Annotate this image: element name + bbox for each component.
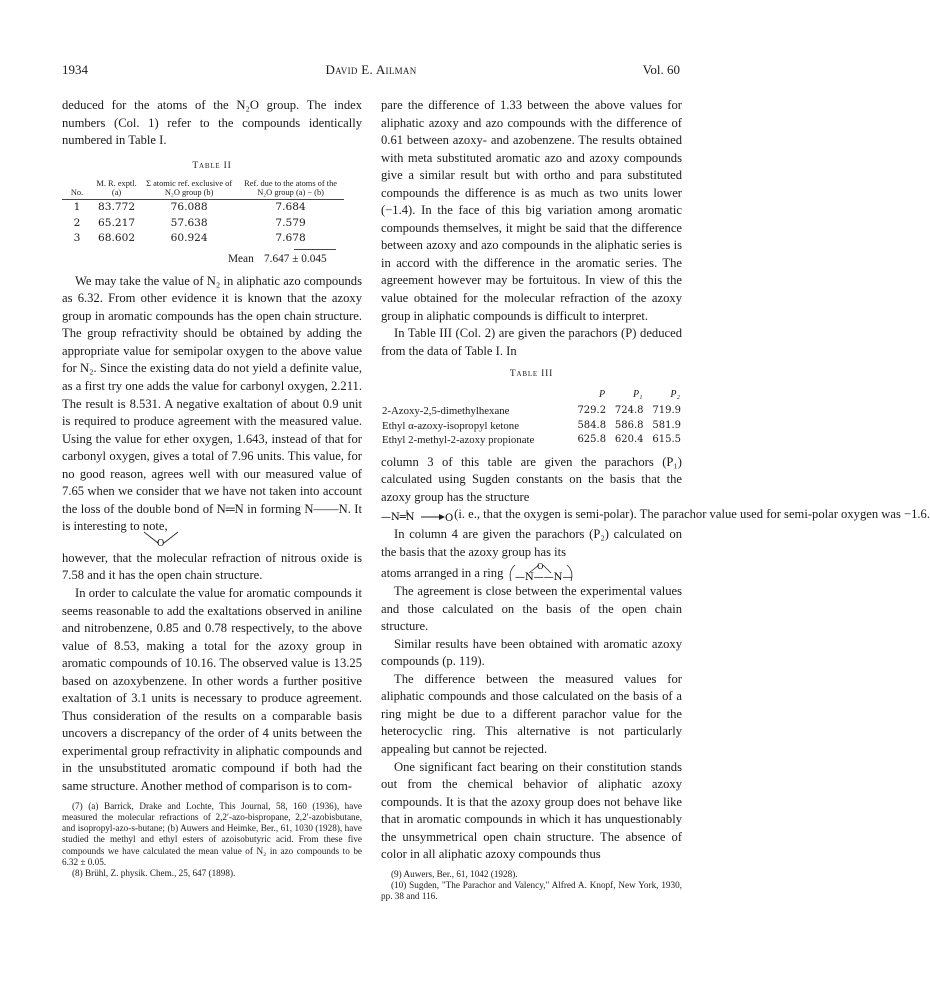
table-2-mean [62, 249, 362, 267]
table-2 [62, 179, 344, 247]
footnote-9: (9) Auwers, Ber., 61, 1042 (1928). [391, 868, 518, 879]
left-column [62, 97, 362, 880]
table-cell: 1 [73, 201, 81, 214]
table-3-header: P₁ [632, 388, 643, 400]
table-2-header-row [62, 179, 344, 200]
table-row [62, 216, 344, 232]
table-cell: Ethyl α-azoxy-isopropyl ketone [382, 419, 519, 432]
table-row [381, 404, 682, 419]
right-footnotes [381, 869, 682, 903]
table-row [381, 419, 682, 434]
right-paragraph-8: One significant fact bearing on their constitution stands out from the chemical behavior of aliphatic azoxy compounds. It is that the azoxy group does not behave like that in aromatic compounds in which it has unquestionably the unsymmetrical open chain structure. The absence of color in all aliphatic azoxy compounds thus [381, 759, 682, 862]
table-cell: 586.8 [614, 419, 644, 431]
svg-text:O: O [445, 512, 454, 524]
table-cell: 60.924 [170, 232, 208, 245]
right-paragraph-1: pare the difference of 1.33 between the above values for aliphatic azoxy and azo compounds with the difference of 0.61 between azoxy- and azobenzene. The results obtained with meta substituted aromatic azo and azoxy compounds give a similar result but with ortho and para substituted compounds the difference is as much as two units lower (−1.4). In the face of this big variation among aromatic compounds themselves, it might be said that the difference between azoxy and azo compounds in the aliphatic series is in accord with the difference in the aromatic series. The agreement however may be fortuitous. In view of this the value obtained for the molecular refraction of the azoxy group in aliphatic compounds is difficult to interpret. [381, 98, 682, 323]
table-row [62, 231, 344, 247]
left-paragraph-1: deduced for the atoms of the N₂O group. The index numbers (Col. 1) refer to the compounds identically numbered in Table I. [62, 98, 362, 148]
table-3-caption: Table III [509, 369, 554, 380]
table-cell: 7.678 [275, 232, 306, 245]
right-paragraph-4: In column 4 are given the parachors (P₂) calculated on the basis that the azoxy group has its [381, 526, 682, 559]
table-3 [381, 386, 682, 448]
table-cell: 7.579 [275, 216, 306, 229]
table-2-header: Ref. due to the atoms of the N₂O group (a) − (b) [237, 179, 344, 200]
table-cell: 83.772 [98, 201, 136, 214]
table-row [62, 200, 344, 216]
left-footnotes [62, 801, 362, 880]
right-paragraph-3: column 3 of this table are given the parachors (P₁) calculated using Sugden constants on the basis that the azoxy group has the structure [381, 454, 682, 504]
running-author: David E. Ailman [325, 62, 417, 77]
table-2-caption: Table II [192, 160, 232, 171]
footnote-8: (8) Brühl, Z. physik. Chem., 25, 647 (1898). [72, 868, 236, 879]
right-paragraph-3b: (i. e., that the oxygen is semi-polar). The parachor value used for semi-polar oxygen was −1.6. [454, 507, 930, 522]
n2o-oxygen-bridge-icon [140, 532, 200, 549]
table-3-header [381, 386, 570, 405]
right-paragraph-7: The difference between the measured values for aliphatic compounds and those calculated on the basis of a ring might be due to a different parachor value for the heterocyclic ring. This alternative is not particularly appealing but cannot be rejected. [381, 671, 682, 756]
table-3-header: P [598, 388, 606, 400]
svg-text:—N——N—: —N——N— [514, 572, 573, 584]
table-row [381, 433, 682, 448]
table-2-header: Σ atomic ref. exclusive of N₂O group (b) [141, 179, 237, 200]
table-cell: 7.684 [275, 201, 306, 214]
right-paragraph-6: Similar results have been obtained with aromatic azoxy compounds (p. 119). [381, 636, 682, 669]
volume-label: Vol. 60 [642, 62, 680, 77]
table-cell: 2-Azoxy-2,5-dimethylhexane [382, 405, 510, 418]
svg-text:—N═N: —N═N [381, 511, 415, 523]
table-3-header-row [381, 386, 682, 405]
running-header [62, 62, 680, 80]
table-cell: 76.088 [170, 201, 208, 214]
table-cell: 719.9 [652, 405, 681, 417]
table-cell: 615.5 [652, 434, 681, 446]
azoxy-ring-formula-icon [507, 561, 577, 583]
svg-text:O: O [536, 562, 544, 572]
table-cell: 584.8 [577, 419, 607, 431]
table-2-header: No. [62, 179, 92, 200]
right-paragraph-5: The agreement is close between the experimental values and those calculated on the basis of the open chain structure. [381, 584, 682, 634]
mean-value: 7.647 ± 0.045 [264, 252, 327, 265]
right-paragraph-2: In Table III (Col. 2) are given the parachors (P) deduced from the data of Table I. In [381, 326, 682, 358]
right-column [381, 97, 930, 903]
left-paragraph-4: In order to calculate the value for aromatic compounds it seems reasonable to add the exaltations observed in aniline and nitrobenzene, 0.85 and 0.78 respectively, to the above value of 8.53, making a total for the azoxy group in aromatic compounds of 10.16. The observed value is 13.25 based on azoxybenzene. In other words a further positive exaltation of 3.1 units is necessary to produce agreement. Thus consideration of the results on a comparable basis uncovers a discrepancy of the order of 4 units between the experimental group refractivity in aliphatic compounds and in the unsubstituted aromatic compound if both had the same structure. Another method of comparison is to com- [62, 585, 362, 793]
table-cell: 729.2 [577, 405, 607, 417]
left-paragraph-3: however, that the molecular refraction of nitrous oxide is 7.58 and it has the open chain structure. [62, 550, 362, 583]
table-cell: 581.9 [652, 419, 681, 431]
table-cell: 57.638 [170, 216, 208, 229]
table-cell: 2 [73, 216, 81, 229]
footnote-7: (7) (a) Barrick, Drake and Lochte, This Journal, 58, 160 (1936), have measured the molecular refractions of 2,2′-azo-bispropane, 2,2′-azobisbutane, and isopropyl-azo-s-butane; (b) Auwers and Heimke, Ber., 61, 1030 (1928), have studied the methyl and ethyl esters of azoisobutyric acid. From these five compounds we have calculated the mean value of N₂ in azo compounds to be 6.32 ± 0.05. [62, 800, 362, 868]
svg-text:O: O [157, 538, 165, 549]
mean-label: Mean [228, 252, 254, 265]
right-paragraph-4b: atoms arranged in a ring [381, 566, 504, 581]
n2o-structure-gap [62, 536, 362, 550]
table-cell: 3 [73, 232, 81, 245]
table-cell: 620.4 [614, 434, 644, 446]
open-chain-formula-line [381, 506, 930, 524]
table-cell: 65.217 [98, 216, 136, 229]
table-cell: 68.602 [98, 232, 136, 245]
footnote-10: (10) Sugden, "The Parachor and Valency," Alfred A. Knopf, New York, 1930, pp. 38 and 116. [381, 880, 682, 902]
semipolar-azoxy-formula-icon [381, 508, 454, 524]
table-cell: 625.8 [577, 434, 607, 446]
mean-rule [294, 249, 336, 250]
page-number: 1934 [62, 62, 88, 77]
table-cell: 724.8 [614, 405, 644, 417]
table-3-header: P₂ [670, 388, 680, 400]
left-paragraph-2: We may take the value of N₂ in aliphatic azo compounds as 6.32. From other evidence it is known that the azoxy group in aromatic compounds has the open chain structure. The group refractivity should be obtained by adding the appropriate value for semipolar oxygen to the above value for N₂. Since the existing data do not yield a definite value, as a first try one adds the value for carbonyl oxygen, 2.211. The result is 8.531. A negative exaltation of about 0.9 unit is required to produce agreement with the measured value. Using the value for ether oxygen, 1.643, instead of that for carbonyl oxygen, gives a total of 7.96 units. This value, for no good reason, agrees well with our measured value of 7.65 when we consider that we have not taken into account the loss of the double bond of N═N in forming N——N. It is interesting to note, [62, 273, 362, 534]
table-cell: Ethyl 2-methyl-2-azoxy propionate [382, 434, 535, 447]
ring-formula-line [381, 561, 682, 583]
table-2-header: M. R. exptl. (a) [92, 179, 141, 200]
